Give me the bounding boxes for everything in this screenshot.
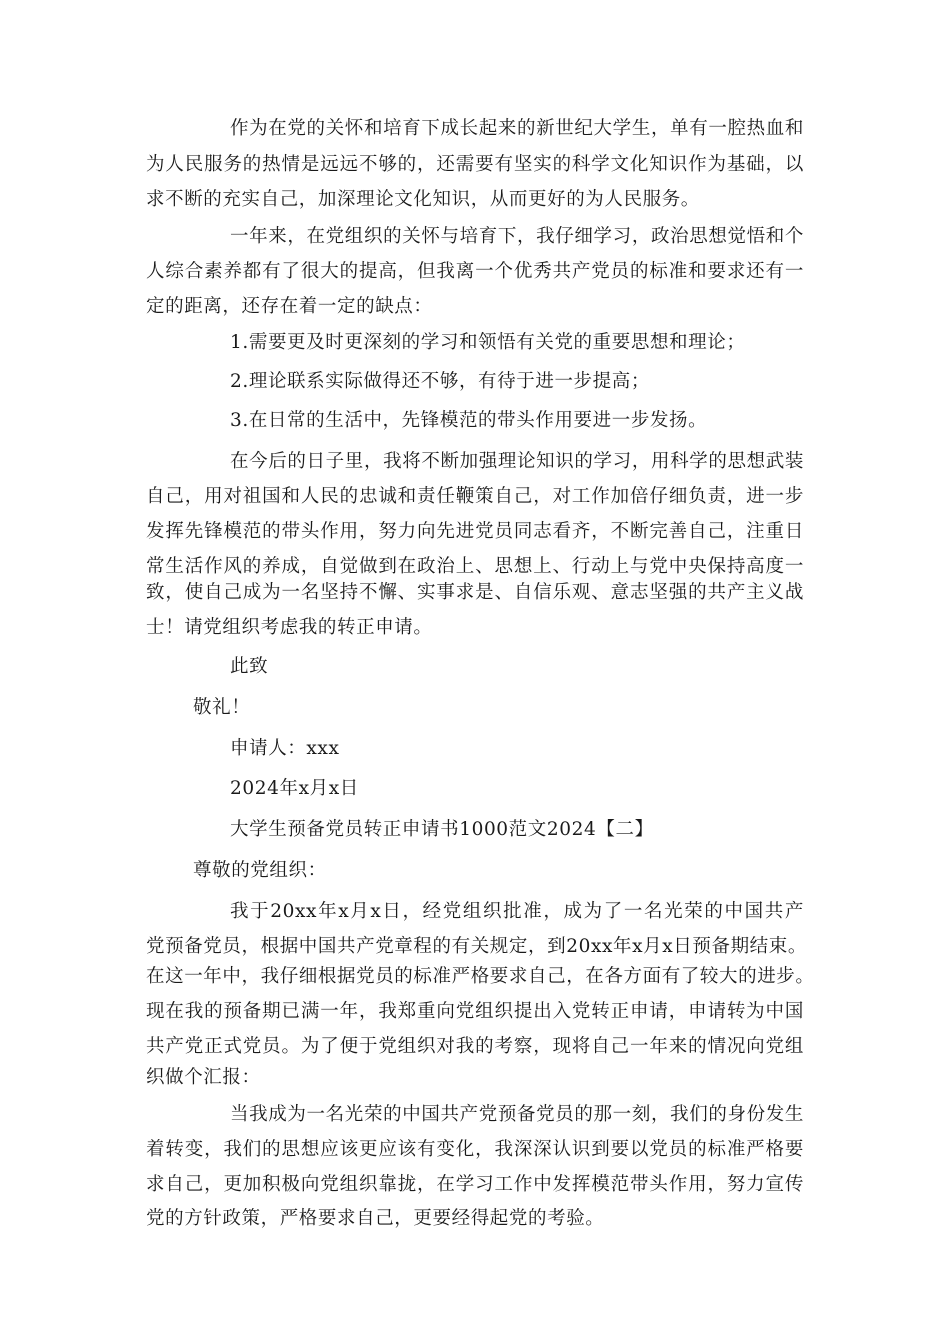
- paragraph5-line: 当我成为一名光荣的中国共产党预备党员的那一刻，我们的身份发生: [230, 1104, 804, 1125]
- paragraph4-line: 我于20xx年x月x日，经党组织批准，成为了一名光荣的中国共产: [230, 901, 804, 922]
- paragraph2-line: 定的距离，还存在着一定的缺点：: [146, 296, 433, 317]
- paragraph4-line: 共产党正式党员。为了便于党组织对我的考察，现将自己一年来的情况向党组: [146, 1036, 804, 1057]
- paragraph4-line: 织做个汇报：: [146, 1067, 261, 1088]
- section-title: 大学生预备党员转正申请书1000范文2024【二】: [230, 819, 654, 840]
- paragraph3-line: 常生活作风的养成，自觉做到在政治上、思想上、行动上与党中央保持高度一: [146, 556, 804, 577]
- application-date: 2024年x月x日: [230, 778, 359, 799]
- paragraph4-line: 党预备党员，根据中国共产党章程的有关规定，到20xx年x月x日预备期结束。: [146, 936, 807, 957]
- closing-salute: 敬礼！: [193, 697, 251, 718]
- closing-text: 此致: [230, 656, 269, 677]
- paragraph1-line: 为人民服务的热情是远远不够的，还需要有坚实的科学文化知识作为基础，以: [146, 154, 804, 175]
- list-item: 3.在日常的生活中，先锋模范的带头作用要进一步发扬。: [230, 410, 708, 431]
- paragraph4-line: 现在我的预备期已满一年，我郑重向党组织提出入党转正申请，申请转为中国: [146, 1001, 804, 1022]
- paragraph5-line: 求自己，更加积极向党组织靠拢，在学习工作中发挥模范带头作用，努力宣传: [146, 1174, 804, 1195]
- paragraph3-line: 在今后的日子里，我将不断加强理论知识的学习，用科学的思想武装: [230, 451, 804, 472]
- paragraph1-line: 求不断的充实自己，加深理论文化知识，从而更好的为人民服务。: [146, 189, 700, 210]
- paragraph3-line: 自己，用对祖国和人民的忠诚和责任鞭策自己，对工作加倍仔细负责，进一步: [146, 486, 804, 507]
- paragraph5-line: 党的方针政策，严格要求自己，更要经得起党的考验。: [146, 1208, 605, 1229]
- paragraph5-line: 着转变，我们的思想应该更应该有变化，我深深认识到要以党员的标准严格要: [146, 1139, 804, 1160]
- paragraph3-line: 发挥先锋模范的带头作用，努力向先进党员同志看齐，不断完善自己，注重日: [146, 521, 804, 542]
- applicant-name: 申请人：xxx: [230, 738, 340, 759]
- paragraph2-line: 人综合素养都有了很大的提高，但我离一个优秀共产党员的标准和要求还有一: [146, 261, 804, 282]
- paragraph3-line: 致，使自己成为一名坚持不懈、实事求是、自信乐观、意志坚强的共产主义战: [146, 582, 804, 603]
- salutation: 尊敬的党组织：: [193, 860, 327, 881]
- list-item: 1.需要更及时更深刻的学习和领悟有关党的重要思想和理论；: [230, 332, 746, 353]
- paragraph3-line: 士！请党组织考虑我的转正申请。: [146, 617, 433, 638]
- paragraph1-line: 作为在党的关怀和培育下成长起来的新世纪大学生，单有一腔热血和: [230, 118, 804, 139]
- list-item: 2.理论联系实际做得还不够，有待于进一步提高；: [230, 371, 650, 392]
- paragraph4-line: 在这一年中，我仔细根据党员的标准严格要求自己，在各方面有了较大的进步。: [146, 966, 815, 987]
- paragraph2-line: 一年来，在党组织的关怀与培育下，我仔细学习，政治思想觉悟和个: [230, 226, 804, 247]
